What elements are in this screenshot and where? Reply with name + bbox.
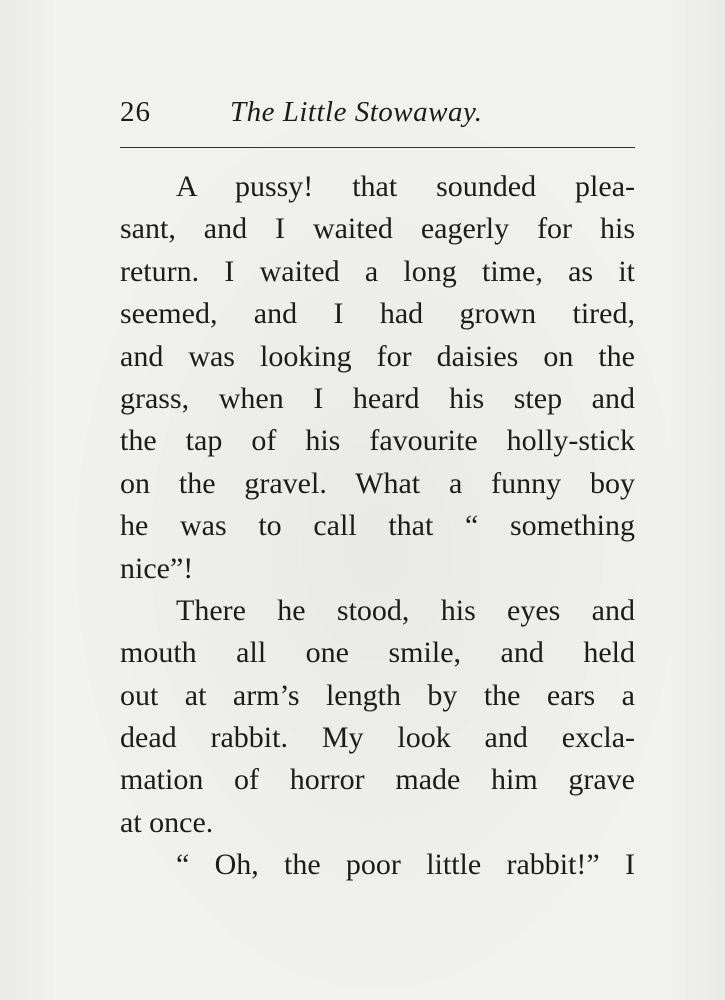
text-line: “ Oh, the poor little rabbit!” I	[176, 848, 635, 882]
text-line: sant, and I waited eagerly for his	[120, 212, 635, 246]
text-line: he was to call that “ something	[120, 509, 635, 543]
text-line: out at arm’s length by the ears a	[120, 678, 635, 712]
text-line: dead rabbit. My look and excla-	[120, 721, 635, 755]
text-line: mouth all one smile, and held	[120, 636, 635, 670]
text-line: at once.	[120, 805, 214, 839]
text-line: seemed, and I had grown tired,	[120, 297, 635, 331]
body-text	[120, 166, 635, 887]
text-line: the tap of his favourite holly-stick	[120, 424, 635, 458]
text-line: grass, when I heard his step and	[120, 381, 635, 415]
page-number: 26	[120, 96, 151, 128]
text-line: There he stood, his eyes and	[176, 593, 635, 627]
text-line: on the gravel. What a funny boy	[120, 466, 635, 500]
text-line: and was looking for daisies on the	[120, 339, 635, 373]
text-line: A pussy! that sounded plea-	[176, 170, 635, 203]
running-title: The Little Stowaway.	[230, 96, 483, 128]
text-line: return. I waited a long time, as it	[120, 254, 635, 288]
text-line: mation of horror made him grave	[120, 763, 635, 797]
text-line: nice”!	[120, 551, 194, 585]
page-header	[120, 96, 635, 140]
header-rule	[120, 147, 635, 148]
